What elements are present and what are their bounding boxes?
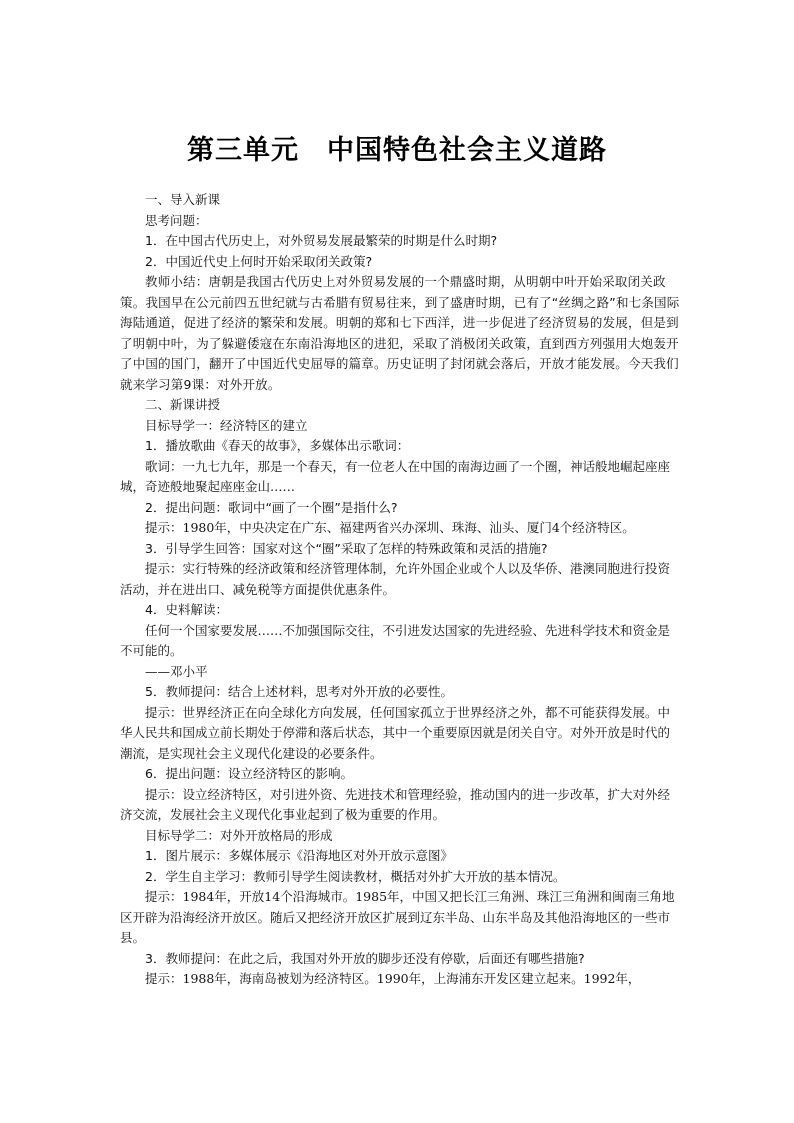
source-attribution: ——邓小平 (145, 663, 208, 679)
teacher-summary: 教师小结：唐朝是我国古代历史上对外贸易发展的一个鼎盛时期，从明朝中叶开始采取闭关政策。我国早在公元前四五世纪就与古希腊有贸易往来，到了盛唐时期，已有了“丝绸之路”和七条国际海陆通道，促进了经济的繁荣和发展。明朝的郑和七下西洋，进一步促进了经济贸易的发展，但是到了明朝中叶，为了躲避倭寇在东南沿海地区的进犯，采取了消极闭关政策，直到西方列强用大炮轰开了中国的国门，翻开了中国近代史屈辱的篇章。历史证明了封闭就会落后，开放才能发展。今天我们就来学习第9课：对外开放。 (120, 274, 680, 392)
hint-1988: 提示：1988年，海南岛被划为经济特区。1990年，上海浦东开发区建立起来。1992年， (145, 971, 641, 986)
hint-1980: 提示：1980年，中央决定在广东、福建两省兴办深圳、珠海、汕头、厦门4个经济特区。 (145, 520, 635, 535)
hint-necessity: 提示：世界经济正在向全球化方向发展，任何国家孤立于世界经济之外，都不可能获得发展。中华人民共和国成立前长期处于停滞和落后状态，其中一个重要原因就是闭关自守。对外开放是时代的潮流，是实现社会主义现代化建设的必要条件。 (120, 704, 671, 761)
step-image-display: 1．图片展示：多媒体展示《沿海地区对外开放示意图》 (145, 848, 453, 863)
source-quote: 任何一个国家要发展……不加强国际交往，不引进发达国家的先进经验、先进科学技术和资金是不可能的。 (120, 622, 671, 658)
hint-policy: 提示：实行特殊的经济政策和经济管理体制，允许外国企业或个人以及华侨、港澳同胞进行投资活动，并在进出口、减免税等方面提供优惠条件。 (120, 561, 671, 597)
lyrics-paragraph: 歌词：一九七九年，那是一个春天，有一位老人在中国的南海边画了一个圈，神话般地崛起座座城，奇迹般地聚起座座金山…… (120, 458, 671, 494)
goal-heading-2: 目标导学二：对外开放格局的形成 (145, 827, 333, 843)
hint-impact: 提示：设立经济特区，对引进外资、先进技术和管理经验，推动国内的进一步改革，扩大对外经济交流，发展社会主义现代化事业起到了极为重要的作用。 (120, 786, 671, 822)
section-heading-intro: 一、导入新课 (145, 192, 221, 207)
question-policy: 3．引导学生回答：国家对这个“圈”采取了怎样的特殊政策和灵活的措施? (145, 540, 548, 556)
question-circle: 2．提出问题：歌词中“画了一个圈”是指什么? (145, 499, 398, 515)
subheading-questions: 思考问题： (145, 212, 208, 228)
section-heading-new-lesson: 二、新课讲授 (145, 397, 221, 412)
hint-1984: 提示：1984年，开放14个沿海城市。1985年，中国又把长江三角洲、珠江三角洲和闽南三角地区开辟为沿海经济开放区。随后又把经济开放区扩展到辽东半岛、山东半岛及其他沿海地区的一些市县。 (120, 889, 675, 945)
question-necessity: 5．教师提问：结合上述材料，思考对外开放的必要性。 (145, 684, 453, 699)
document-body (120, 190, 680, 990)
source-reading-heading: 4．史料解读： (145, 602, 228, 617)
question-impact: 6．提出问题：设立经济特区的影响。 (145, 766, 353, 781)
question-1: 1．在中国古代历史上，对外贸易发展最繁荣的时期是什么时期? (145, 233, 498, 248)
question-2: 2．中国近代史上何时开始采取闭关政策? (145, 253, 373, 269)
goal-heading-1: 目标导学一：经济特区的建立 (145, 417, 308, 433)
question-further-measures: 3．教师提问：在此之后，我国对外开放的脚步还没有停歇，后面还有哪些措施? (145, 950, 585, 966)
step-play-song: 1．播放歌曲《春天的故事》，多媒体出示歌词： (145, 438, 410, 453)
step-self-study: 2．学生自主学习：教师引导学生阅读教材，概括对外扩大开放的基本情况。 (145, 868, 566, 884)
page-title: 第三单元 中国特色社会主义道路 (187, 135, 607, 166)
